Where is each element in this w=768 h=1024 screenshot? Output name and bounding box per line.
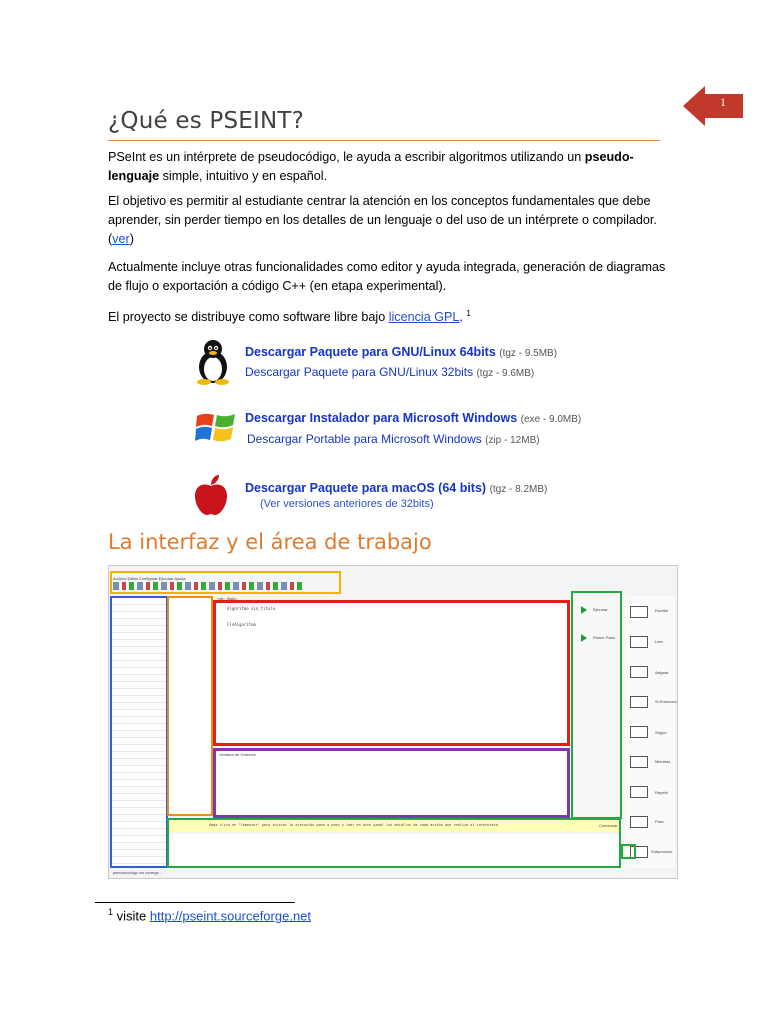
op-shape-7 — [630, 786, 648, 798]
highlight-toolbar — [110, 571, 341, 594]
footnote-number: 1 — [108, 907, 114, 917]
op-shape-2 — [630, 636, 648, 648]
download-linux64-link[interactable]: Descargar Paquete para GNU/Linux 64bits (tgz - 9.5MB) — [245, 345, 558, 359]
paragraph-objective — [108, 192, 668, 249]
paragraph-license — [108, 304, 668, 327]
page-number-badge — [683, 86, 743, 126]
download-linux32-link[interactable]: Descargar Paquete para GNU/Linux 32bits (tgz - 9.6MB) — [245, 365, 535, 379]
highlight-subprocess — [621, 844, 636, 859]
macos-old-versions-link[interactable]: (Ver versiones anteriores de 32bits) — [260, 498, 434, 510]
step-button-label[interactable]: Primer Paso — [593, 635, 616, 640]
op-shape-5 — [630, 726, 648, 738]
download-windows-installer-link[interactable]: Descargar Instalador para Microsoft Windows (exe - 9.0MB) — [245, 411, 582, 425]
highlight-editor — [213, 600, 570, 746]
op-asignar[interactable]: Asignar — [655, 670, 669, 675]
gpl-link[interactable]: licencia GPL — [388, 310, 460, 325]
op-shape-4 — [630, 696, 648, 708]
op-repetir[interactable]: Repetir — [655, 790, 668, 795]
footnote — [108, 907, 311, 923]
op-para[interactable]: Para — [655, 819, 664, 824]
highlight-variables-panel — [167, 596, 213, 816]
intro-text-end: simple, intuitivo y en español. — [159, 169, 328, 183]
download-windows-portable-link[interactable]: Descargar Portable para Microsoft Windows (zip - 12MB) — [247, 432, 540, 446]
execution-hint: Haga click en "Comenzar" para iniciar la ejecución paso a paso y leer en este panel los detalles de cada acción que realiza el intérprete. — [209, 823, 500, 827]
op-subproceso[interactable]: Subproceso — [651, 849, 673, 854]
highlight-run-panel — [571, 591, 622, 819]
section-title-interface: La interfaz y el área de trabajo — [108, 530, 432, 554]
op-segun[interactable]: Según — [655, 730, 667, 735]
op-mientras[interactable]: Mientras — [655, 759, 671, 764]
output-title: Ventana de Ordenes — [219, 752, 256, 757]
license-after: . — [459, 310, 467, 325]
paragraph-features: Actualmente incluye otras funcionalidades como editor y ayuda integrada, generación de diagramas de flujo o exportación a código C++ (en etapa experimental). — [108, 260, 666, 293]
editor-tab[interactable]: <sin_titulo> — [217, 596, 238, 601]
pseint-site-link[interactable]: http://pseint.sourceforge.net — [149, 908, 312, 924]
highlight-debug-panel — [167, 818, 621, 868]
code-line-3: FinAlgoritmo — [227, 622, 256, 627]
intro-text: PSeInt es un intérprete de pseudocódigo, le ayuda a escribir algoritmos utilizando un — [108, 150, 585, 164]
tux-linux-icon — [193, 339, 233, 385]
footnote-text: visite — [113, 908, 150, 924]
footnote-separator — [95, 902, 295, 903]
highlight-output — [213, 748, 570, 818]
objective-text: El objetivo es permitir al estudiante centrar la atención en los conceptos fundamentales que debe aprender, sin perder tiempo en los detalles de un lenguaje o del uso de un intérprete o compilador. ( — [108, 194, 657, 246]
objective-close: ) — [129, 232, 134, 246]
op-leer[interactable]: Leer — [655, 639, 664, 644]
menu-bar: Archivo Editar Configurar Ejecutar Ayuda — [113, 576, 186, 581]
apple-logo-icon — [193, 474, 229, 516]
intro-bold: pseudo-lenguaje — [108, 150, 634, 183]
op-shape-8 — [630, 816, 648, 828]
title-underline — [108, 140, 660, 141]
op-shape-6 — [630, 756, 648, 768]
highlight-left-panel — [110, 596, 168, 868]
status-bar: pseudocódigo sin corregir... — [113, 870, 162, 875]
license-text: El proyecto se distribuye como software libre bajo — [108, 310, 389, 325]
code-line-1: Algoritmo sin_titulo — [227, 606, 276, 611]
op-si-entonces[interactable]: Si-Entonces — [655, 699, 677, 704]
footnote-ref: 1 — [466, 309, 471, 318]
run-button-label[interactable]: Ejecutar — [593, 607, 608, 612]
windows-logo-icon — [195, 410, 237, 446]
page-number: 1 — [720, 95, 726, 109]
download-macos-link[interactable]: Descargar Paquete para macOS (64 bits) (tgz - 8.2MB) — [245, 481, 548, 495]
op-shape-1 — [630, 606, 648, 618]
pseint-screenshot — [108, 565, 678, 879]
paragraph-intro — [108, 148, 668, 186]
page-title: ¿Qué es PSEINT? — [108, 108, 305, 134]
ver-link[interactable]: ver — [112, 232, 130, 246]
op-shape-3 — [630, 666, 648, 678]
comenzar-button[interactable]: Comenzar — [599, 823, 618, 828]
op-escribir[interactable]: Escribir — [655, 608, 669, 613]
